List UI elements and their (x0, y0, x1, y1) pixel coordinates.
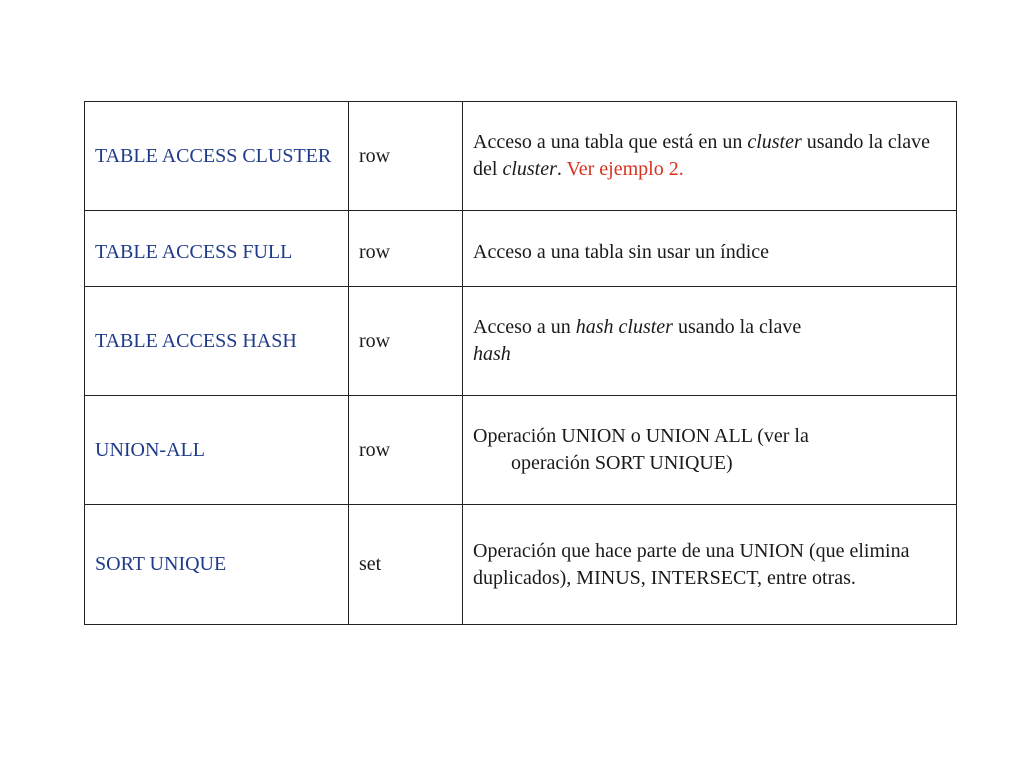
desc-text: . (556, 158, 567, 180)
operation-name: TABLE ACCESS HASH (85, 287, 349, 396)
desc-line: Operación UNION o UNION ALL (ver la (473, 425, 809, 447)
table-row (85, 287, 957, 396)
desc-text: usando la clave del (473, 131, 931, 180)
operation-name: UNION-ALL (85, 396, 349, 505)
operation-name: TABLE ACCESS FULL (85, 211, 349, 287)
table-row (85, 505, 957, 625)
desc-line (473, 314, 946, 341)
table-row (85, 396, 957, 505)
operations-table (84, 101, 957, 625)
operation-description (463, 396, 957, 505)
operation-name: TABLE ACCESS CLUSTER (85, 102, 349, 211)
desc-emphasis: cluster (502, 158, 557, 180)
example-link[interactable]: Ver ejemplo 2. (566, 158, 684, 180)
operation-type: row (349, 396, 463, 505)
operation-description (463, 102, 957, 211)
table-row (85, 102, 957, 211)
operation-type: set (349, 505, 463, 625)
desc-emphasis: hash cluster (575, 316, 673, 338)
operation-type: row (349, 287, 463, 396)
operation-name: SORT UNIQUE (85, 505, 349, 625)
desc-text: Acceso a un (473, 316, 576, 338)
desc-emphasis: hash (473, 343, 511, 365)
operation-description: Operación que hace parte de una UNION (que elimina duplicados), MINUS, INTERSECT, entre otras. (463, 505, 957, 625)
desc-text: Acceso a una tabla que está en un (473, 131, 748, 153)
operation-type: row (349, 102, 463, 211)
operation-description: Acceso a una tabla sin usar un índice (463, 211, 957, 287)
operation-type: row (349, 211, 463, 287)
desc-text: usando la clave (672, 316, 802, 338)
operation-description (463, 287, 957, 396)
desc-line (473, 341, 946, 368)
desc-emphasis: cluster (747, 131, 802, 153)
desc-line: operación SORT UNIQUE) (511, 452, 733, 474)
table-row (85, 211, 957, 287)
